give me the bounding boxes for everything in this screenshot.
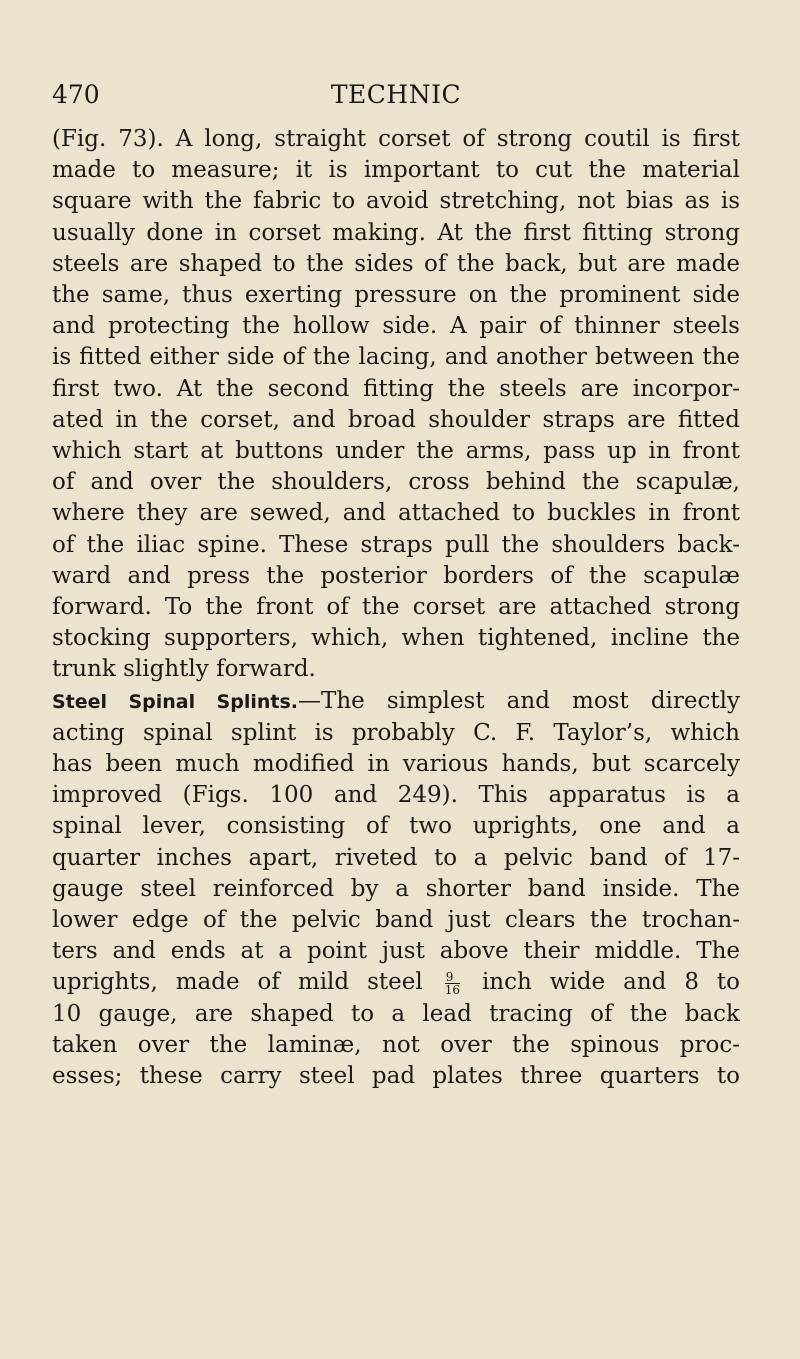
text-line: ated in the corset, and broad shoulder straps are fitted	[52, 406, 740, 433]
section-heading: Steel Spinal Splints.	[52, 690, 298, 713]
text-line: of the iliac spine. These straps pull the shoulders back-	[52, 531, 740, 558]
fraction-text-line	[52, 967, 740, 998]
text-line: 10 gauge, are shaped to a lead tracing of the back	[52, 1000, 740, 1027]
text-line: steels are shaped to the sides of the back, but are made	[52, 250, 740, 277]
text-line: acting spinal splint is probably C. F. Taylor’s, which	[52, 719, 740, 746]
text-line: square with the fabric to avoid stretching, not bias as is	[52, 188, 740, 215]
text-line: where they are sewed, and attached to buckles in front	[52, 500, 740, 527]
fraction-denominator: 16	[444, 982, 460, 997]
text-line: lower edge of the pelvic band just clears the trochan-	[52, 907, 740, 934]
text-line: spinal lever, consisting of two uprights, one and a	[52, 813, 740, 840]
text-line: (Fig. 73). A long, straight corset of strong coutil is first	[52, 126, 740, 152]
text-line: usually done in corset making. At the first fitting strong	[52, 219, 740, 246]
fraction-numerator: 9	[445, 971, 460, 984]
text-line: esses; these carry steel pad plates three quarters to	[52, 1063, 740, 1090]
text-line: has been much modified in various hands, but scarcely	[52, 751, 740, 778]
section-first-line-text: —The simplest and most directly	[297, 687, 740, 714]
page-header	[52, 78, 740, 112]
page-number: 470	[52, 80, 100, 109]
fraction-line-before: uprights, made of mild steel	[52, 969, 423, 996]
text-line: trunk slightly forward.	[52, 656, 316, 683]
text-line: stocking supporters, which, when tightened, incline the	[52, 625, 740, 652]
text-line: is fitted either side of the lacing, and another between the	[52, 344, 740, 371]
text-line: first two. At the second fitting the steels are incorpor-	[52, 375, 740, 402]
text-line: ward and press the posterior borders of the scapulæ	[52, 562, 740, 589]
text-line: forward. To the front of the corset are attached strong	[52, 594, 740, 621]
text-line: the same, thus exerting pressure on the prominent side	[52, 282, 740, 309]
text-line: and protecting the hollow side. A pair of thinner steels	[52, 313, 740, 340]
text-line: made to measure; it is important to cut the material	[52, 157, 740, 184]
text-line: quarter inches apart, riveted to a pelvic band of 17-	[52, 844, 740, 871]
text-line: which start at buttons under the arms, pass up in front	[52, 438, 740, 465]
body-text	[52, 124, 740, 1092]
fraction-line-after: inch wide and 8 to	[481, 969, 741, 996]
fraction	[445, 971, 460, 996]
running-title: TECHNIC	[330, 80, 462, 109]
text-line: ters and ends at a point just above their middle. The	[52, 938, 740, 965]
text-line: of and over the shoulders, cross behind the scapulæ,	[52, 469, 740, 496]
text-line: gauge steel reinforced by a shorter band inside. The	[52, 875, 740, 902]
section-first-line	[52, 686, 740, 718]
text-line: improved (Figs. 100 and 249). This apparatus is a	[52, 782, 740, 809]
text-line: taken over the laminæ, not over the spinous proc-	[52, 1031, 740, 1058]
